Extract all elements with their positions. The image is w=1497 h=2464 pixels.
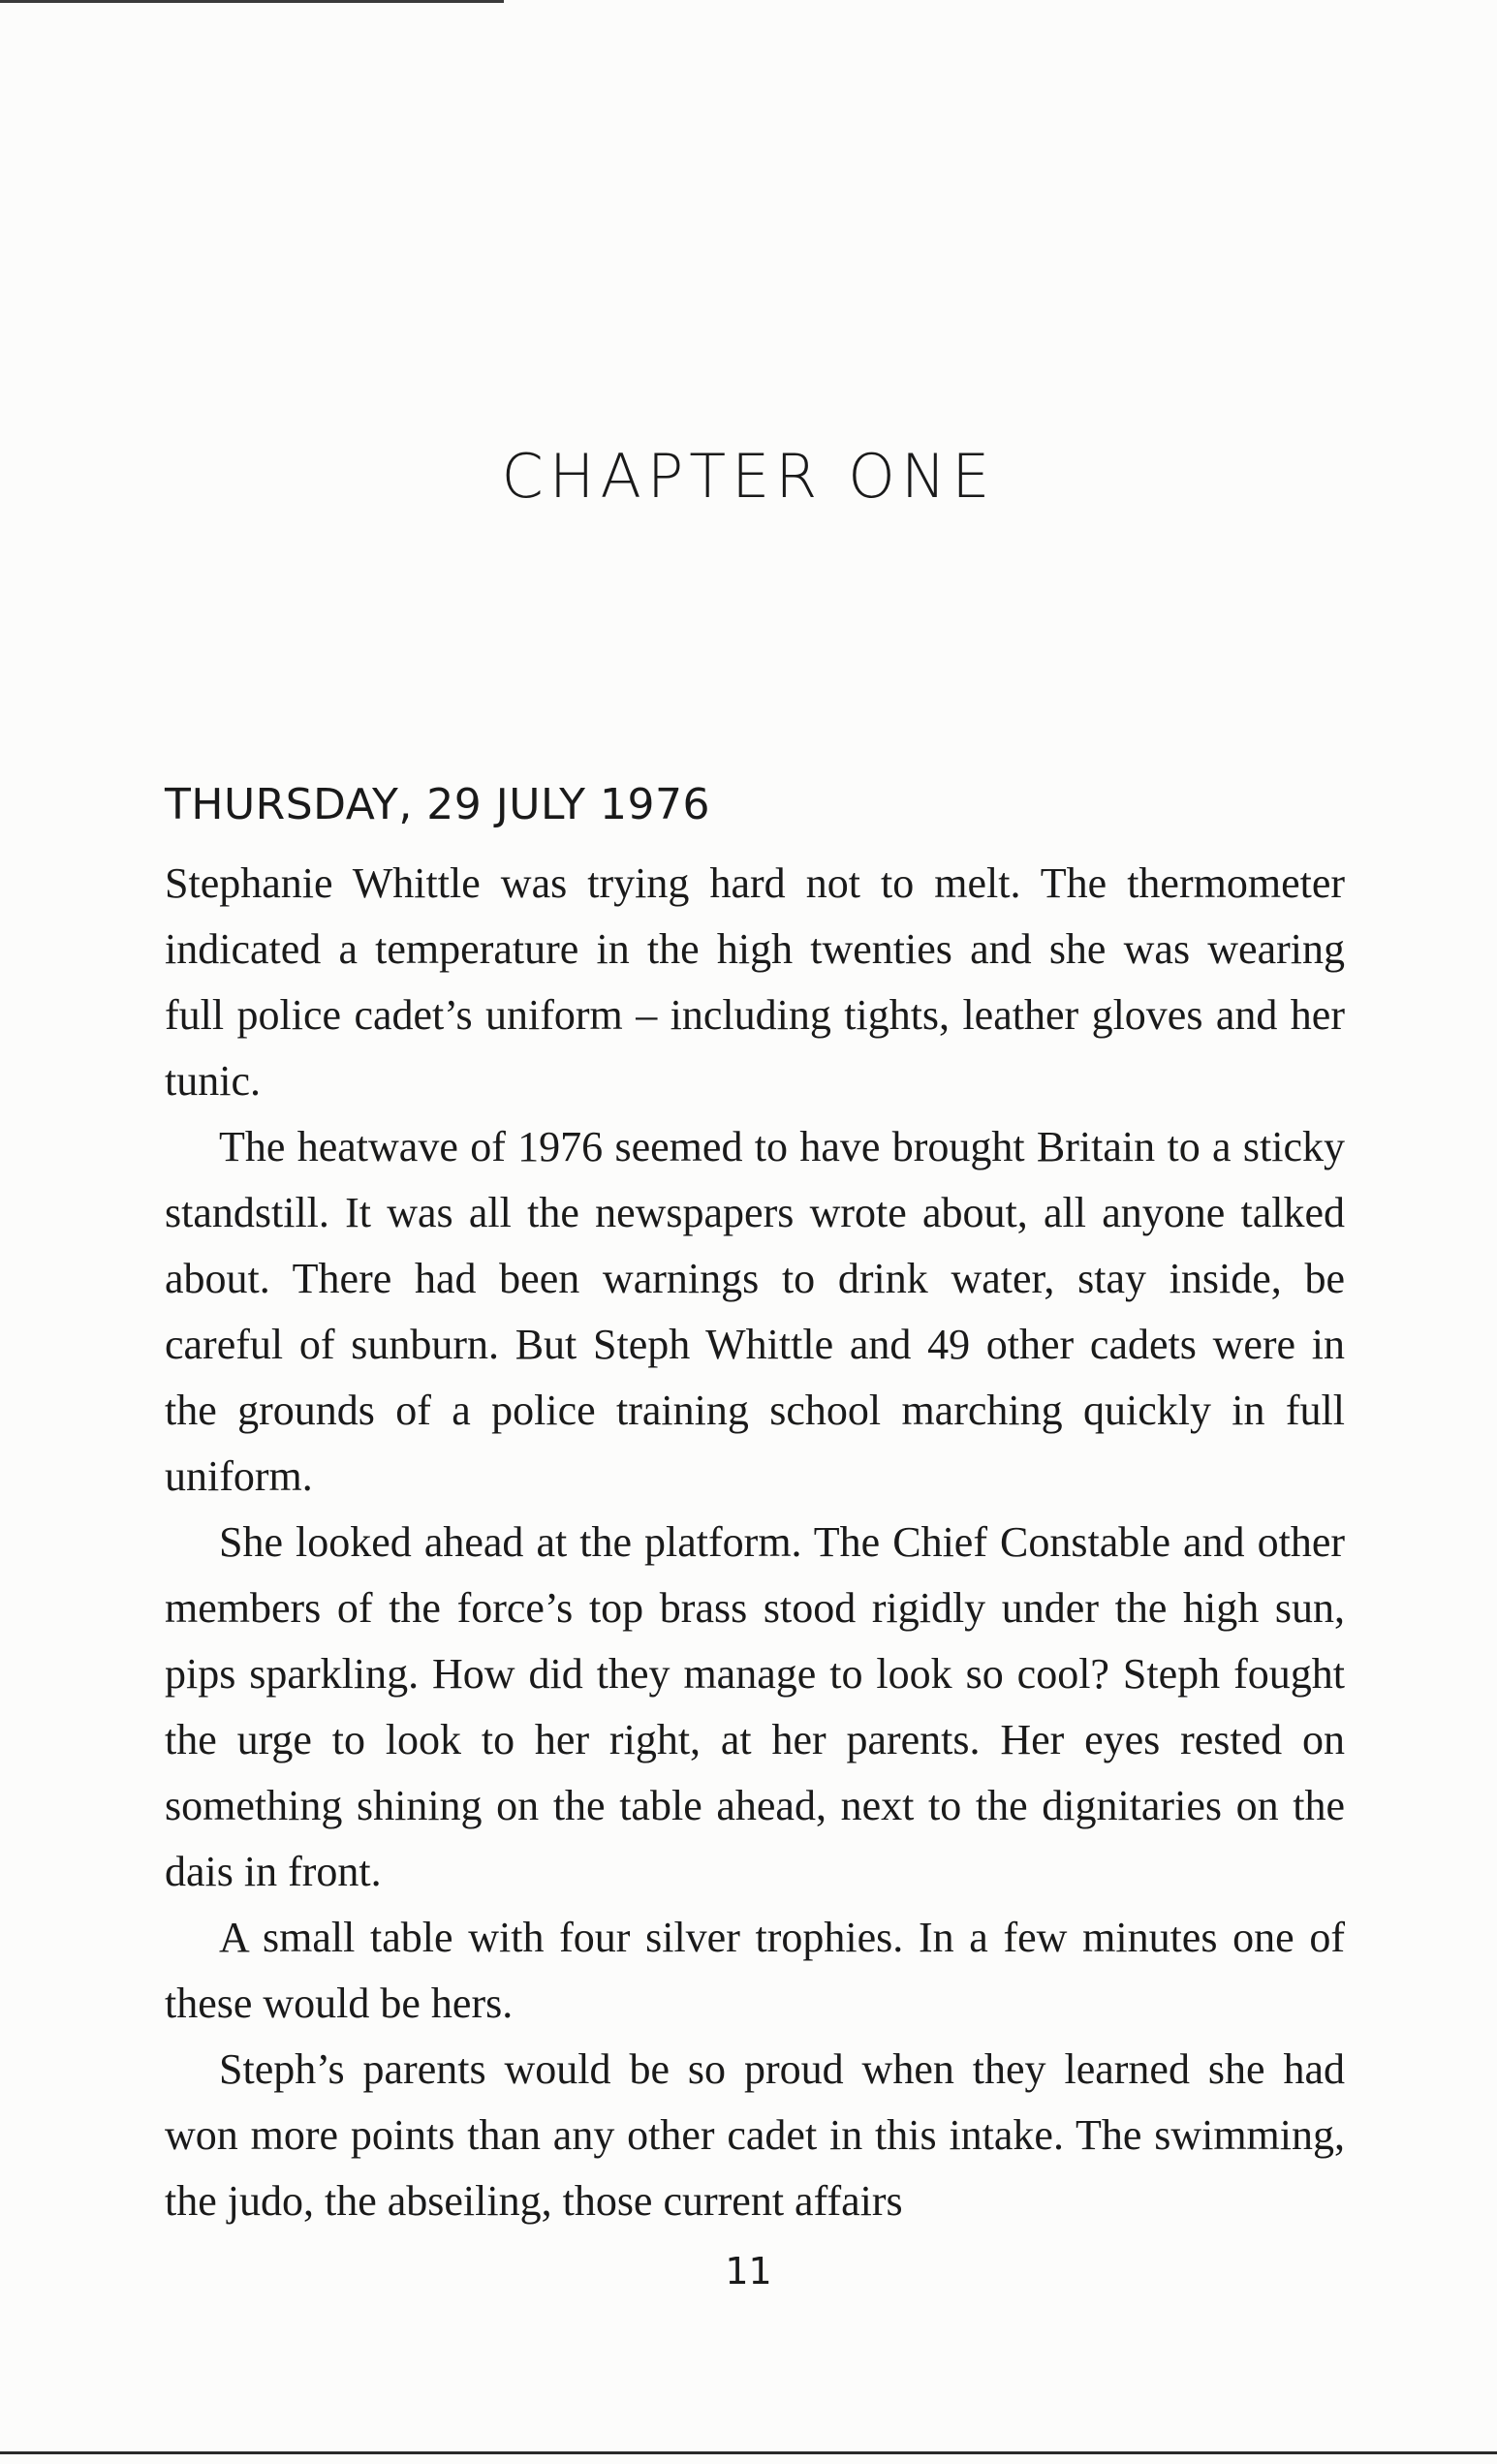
dateline: THURSDAY, 29 JULY 1976 bbox=[165, 780, 710, 829]
body-text bbox=[165, 851, 1345, 2234]
paragraph: The heatwave of 1976 seemed to have brought Britain to a sticky standstill. It was all the newspapers wrote about, all anyone talked about. There had been warnings to drink water, stay inside, be careful of sunburn. But Steph Whittle and 49 other cadets were in the grounds of a police training school marching quickly in full uniform. bbox=[165, 1123, 1345, 1500]
chapter-title: CHAPTER ONE bbox=[501, 441, 996, 512]
paragraph: Stephanie Whittle was trying hard not to melt. The thermometer indicated a temperature in the high twenties and she was wearing full police cadet’s uniform – including tights, leather gloves and her tunic. bbox=[165, 859, 1345, 1105]
scan-edge-top bbox=[0, 0, 504, 3]
page-number: 11 bbox=[725, 2250, 772, 2292]
paragraph: A small table with four silver trophies. In a few minutes one of these would be hers. bbox=[165, 1914, 1345, 2027]
paragraph: She looked ahead at the platform. The Chief Constable and other members of the force’s top brass stood rigidly under the high sun, pips sparkling. How did they manage to look so cool? Steph fought the urge to look to her right, at her parents. Her eyes rested on something shining on the table ahead, next to the dignitaries on the dais in front. bbox=[165, 1518, 1345, 1895]
paragraph: Steph’s parents would be so proud when they learned she had won more points than any other cadet in this intake. The swimming, the judo, the abseiling, those current affairs bbox=[165, 2045, 1345, 2225]
scan-edge-bottom bbox=[0, 2451, 1497, 2454]
